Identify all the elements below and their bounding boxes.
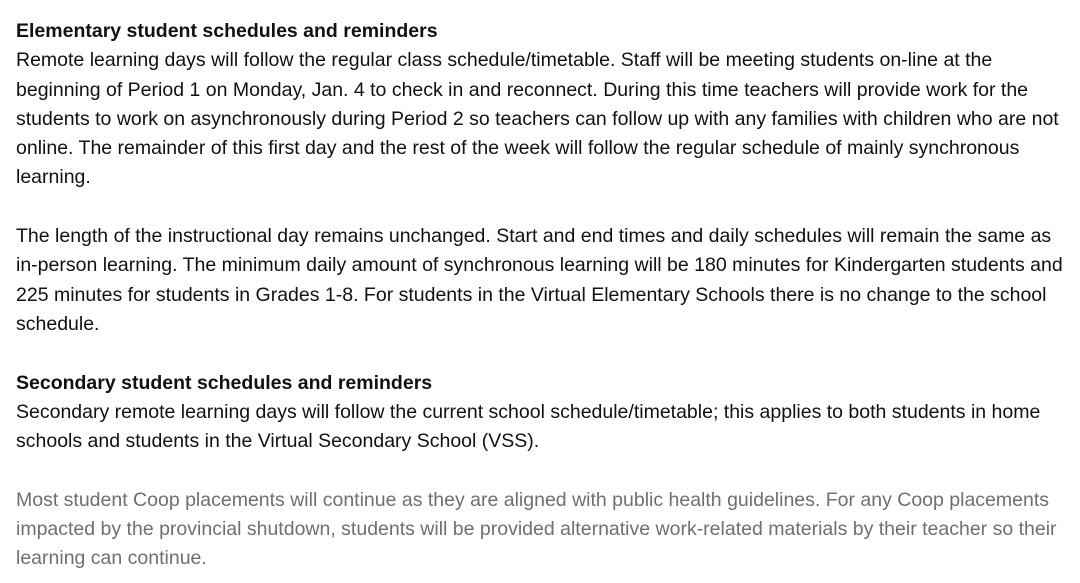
coop-placements-paragraph: Most student Coop placements will continue as they are aligned with public health guidelines. For any Coop placements impacted by the provincial shutdown, students will be provided alternative work-related materials by their teacher so their learning can continue.: [16, 488, 1057, 570]
elementary-schedule-paragraph: Remote learning days will follow the regular class schedule/timetable. Staff will be meeting students on-line at the beginning of Period 1 on Monday, Jan. 4 to check in and reconnect. During this time teachers will provide work for the students to work on asynchronously during Period 2 so teachers can follow up with any families with children who are not online. The remainder of this first day and the rest of the week will follow the regular schedule of mainly synchronous learning.: [16, 49, 1059, 189]
secondary-heading: Secondary student schedules and reminders: [16, 371, 433, 394]
elementary-heading: Elementary student schedules and reminders: [16, 20, 438, 42]
instructional-day-paragraph: The length of the instructional day remains unchanged. Start and end times and daily schedules will remain the same as in-person learning. The minimum daily amount of synchronous learning will be 180 minutes for Kindergarten students and 225 minutes for students in Grades 1-8. For students in the Virtual Elementary Schools there is no change to the school schedule.: [16, 225, 1063, 335]
secondary-schedule-paragraph: Secondary remote learning days will follow the current school schedule/timetable; this applies to both students in home schools and students in the Virtual Secondary School (VSS).: [16, 400, 1041, 453]
